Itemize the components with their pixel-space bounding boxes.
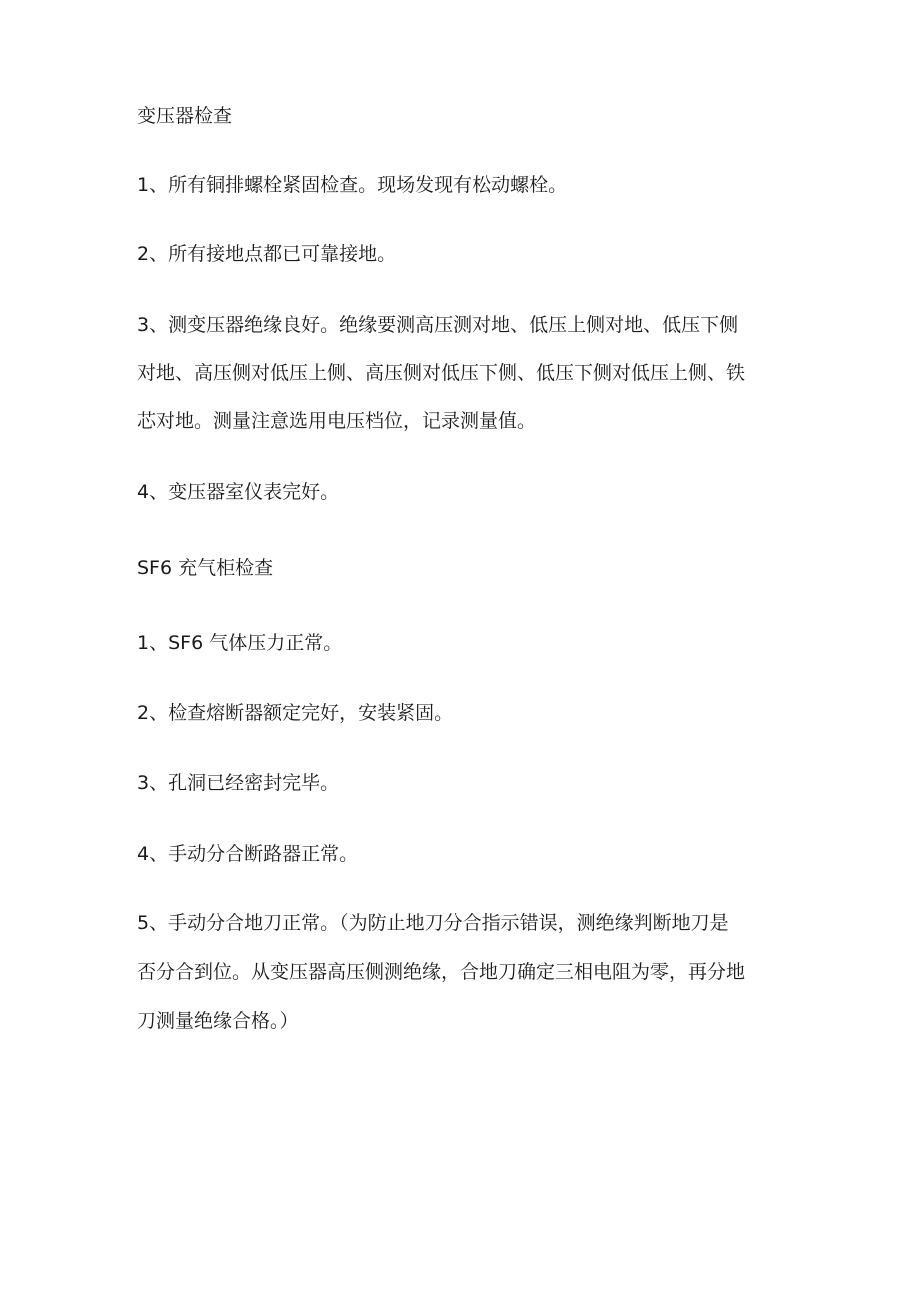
transformer-item-2: 2、所有接地点都已可靠接地。 bbox=[137, 243, 397, 265]
sf6-item-5-line-2: 否分合到位。从变压器高压侧测绝缘，合地刀确定三相电阻为零，再分地 bbox=[137, 961, 746, 983]
sf6-item-5-line-1: 5、手动分合地刀正常。（为防止地刀分合指示错误，测绝缘判断地刀是 bbox=[137, 912, 729, 934]
transformer-item-4: 4、变压器室仪表完好。 bbox=[137, 481, 340, 503]
sf6-item-4: 4、手动分合断路器正常。 bbox=[137, 843, 359, 865]
transformer-item-1: 1、所有铜排螺栓紧固检查。现场发现有松动螺栓。 bbox=[137, 174, 568, 196]
section-heading-transformer: 变压器检查 bbox=[137, 105, 233, 127]
sf6-item-1: 1、SF6 气体压力正常。 bbox=[137, 632, 343, 654]
section-heading-sf6: SF6 充气柜检查 bbox=[137, 557, 274, 579]
sf6-item-5-line-3: 刀测量绝缘合格。） bbox=[137, 1010, 299, 1032]
sf6-item-2: 2、检查熔断器额定完好，安装紧固。 bbox=[137, 702, 454, 724]
transformer-item-3-line-1: 3、测变压器绝缘良好。绝缘要测高压测对地、低压上侧对地、低压下侧 bbox=[137, 314, 739, 336]
transformer-item-3-line-3: 芯对地。测量注意选用电压档位，记录测量值。 bbox=[137, 410, 537, 432]
sf6-item-3: 3、孔洞已经密封完毕。 bbox=[137, 772, 340, 794]
transformer-item-3-line-2: 对地、高压侧对低压上侧、高压侧对低压下侧、低压下侧对低压上侧、铁 bbox=[137, 362, 746, 384]
